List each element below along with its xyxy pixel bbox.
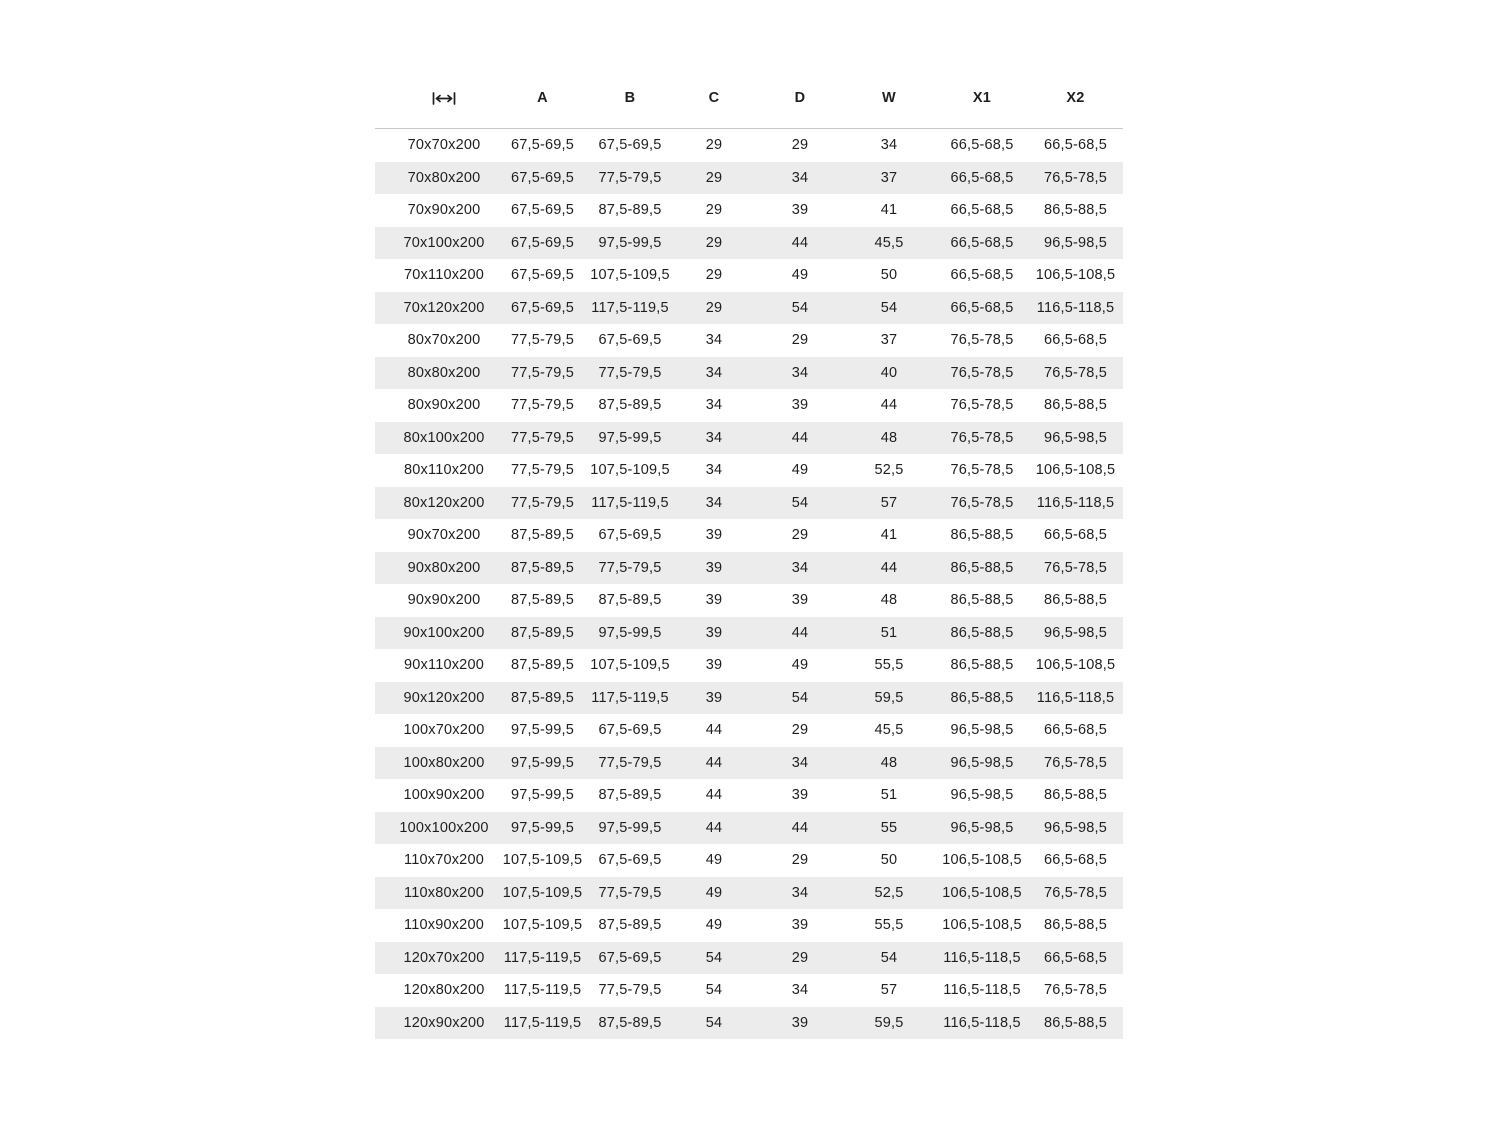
value-cell-x1: 66,5-68,5	[950, 169, 1014, 186]
value-cell-b: 97,5-99,5	[598, 234, 662, 251]
value-cell-c: 29	[705, 267, 723, 284]
size-cell: 90x70x200	[407, 527, 481, 544]
value-cell-b: 117,5-119,5	[591, 299, 669, 316]
value-cell-x2: 106,5-108,5	[1035, 267, 1116, 284]
table-row	[375, 844, 1123, 877]
value-cell-w: 51	[880, 624, 898, 641]
table-row	[375, 162, 1123, 195]
value-cell-a: 67,5-69,5	[510, 299, 575, 316]
column-header-d: D	[794, 90, 806, 106]
value-cell-w: 54	[880, 299, 898, 316]
value-cell-x2: 66,5-68,5	[1043, 332, 1108, 349]
value-cell-a: 97,5-99,5	[510, 787, 575, 804]
value-cell-a: 107,5-109,5	[502, 917, 583, 934]
value-cell-x1: 106,5-108,5	[942, 852, 1022, 869]
size-cell: 100x100x200	[399, 819, 489, 836]
value-cell-x2: 86,5-88,5	[1043, 592, 1108, 609]
value-cell-x2: 86,5-88,5	[1043, 917, 1108, 934]
value-cell-b: 117,5-119,5	[591, 689, 669, 706]
value-cell-d: 54	[791, 494, 809, 511]
value-cell-x2: 66,5-68,5	[1043, 949, 1108, 966]
value-cell-x1: 86,5-88,5	[950, 527, 1014, 544]
value-cell-c: 39	[705, 559, 723, 576]
value-cell-w: 52,5	[874, 884, 904, 901]
value-cell-c: 29	[705, 299, 723, 316]
value-cell-c: 29	[705, 169, 723, 186]
value-cell-a: 87,5-89,5	[510, 624, 575, 641]
size-cell: 90x90x200	[407, 592, 481, 609]
value-cell-a: 117,5-119,5	[503, 1014, 582, 1031]
value-cell-d: 39	[791, 592, 809, 609]
value-cell-w: 44	[880, 397, 898, 414]
value-cell-b: 97,5-99,5	[598, 624, 662, 641]
value-cell-a: 67,5-69,5	[510, 169, 575, 186]
value-cell-d: 54	[791, 689, 809, 706]
value-cell-d: 54	[791, 299, 809, 316]
value-cell-x1: 96,5-98,5	[950, 722, 1014, 739]
size-column-header	[375, 90, 495, 106]
dimensions-table	[375, 68, 1123, 1039]
size-cell: 90x110x200	[404, 657, 484, 674]
size-cell: 80x120x200	[403, 494, 485, 511]
value-cell-w: 45,5	[874, 234, 904, 251]
table-row	[375, 422, 1123, 455]
value-cell-b: 67,5-69,5	[598, 852, 662, 869]
table-row	[375, 812, 1123, 845]
value-cell-x2: 96,5-98,5	[1043, 429, 1108, 446]
value-cell-c: 49	[705, 917, 723, 934]
column-header-x2: X2	[1066, 90, 1085, 106]
value-cell-x1: 86,5-88,5	[950, 657, 1014, 674]
value-cell-a: 67,5-69,5	[510, 267, 575, 284]
value-cell-c: 34	[705, 494, 723, 511]
value-cell-a: 77,5-79,5	[510, 429, 575, 446]
value-cell-x2: 76,5-78,5	[1043, 754, 1108, 771]
value-cell-x2: 96,5-98,5	[1043, 819, 1108, 836]
size-cell: 120x80x200	[403, 982, 485, 999]
value-cell-c: 39	[705, 657, 723, 674]
value-cell-w: 51	[880, 787, 898, 804]
value-cell-x2: 76,5-78,5	[1043, 982, 1108, 999]
column-header-x1: X1	[972, 90, 992, 106]
size-cell: 70x120x200	[403, 299, 485, 316]
value-cell-w: 48	[880, 754, 898, 771]
value-cell-b: 107,5-109,5	[590, 657, 670, 674]
table-row	[375, 357, 1123, 390]
value-cell-a: 87,5-89,5	[510, 559, 575, 576]
table-row	[375, 194, 1123, 227]
value-cell-b: 67,5-69,5	[598, 137, 662, 154]
value-cell-d: 39	[791, 1014, 809, 1031]
size-cell: 90x80x200	[407, 559, 481, 576]
value-cell-b: 87,5-89,5	[598, 917, 662, 934]
value-cell-a: 77,5-79,5	[510, 364, 575, 381]
value-cell-b: 67,5-69,5	[598, 949, 662, 966]
value-cell-d: 34	[791, 169, 809, 186]
value-cell-x1: 116,5-118,5	[943, 982, 1021, 999]
value-cell-x1: 106,5-108,5	[942, 917, 1022, 934]
value-cell-x1: 76,5-78,5	[950, 397, 1014, 414]
value-cell-c: 44	[705, 722, 723, 739]
value-cell-c: 54	[705, 949, 723, 966]
value-cell-c: 29	[705, 234, 723, 251]
value-cell-b: 97,5-99,5	[598, 429, 662, 446]
value-cell-w: 50	[880, 852, 898, 869]
table-row	[375, 584, 1123, 617]
value-cell-b: 77,5-79,5	[598, 754, 662, 771]
value-cell-w: 41	[880, 527, 898, 544]
table-header-row	[375, 68, 1123, 128]
size-cell: 110x80x200	[404, 884, 484, 901]
value-cell-d: 29	[791, 722, 809, 739]
value-cell-x2: 66,5-68,5	[1043, 722, 1108, 739]
size-cell: 70x70x200	[407, 137, 481, 154]
value-cell-x1: 76,5-78,5	[950, 332, 1014, 349]
value-cell-x2: 116,5-118,5	[1036, 494, 1115, 511]
size-cell: 70x100x200	[403, 234, 485, 251]
table-row	[375, 942, 1123, 975]
value-cell-c: 54	[705, 982, 723, 999]
value-cell-x2: 66,5-68,5	[1043, 137, 1108, 154]
value-cell-d: 49	[791, 267, 809, 284]
value-cell-d: 34	[791, 884, 809, 901]
value-cell-c: 49	[705, 884, 723, 901]
value-cell-a: 97,5-99,5	[510, 819, 575, 836]
value-cell-b: 67,5-69,5	[598, 527, 662, 544]
value-cell-x2: 86,5-88,5	[1043, 202, 1108, 219]
value-cell-w: 55,5	[874, 917, 904, 934]
table-row	[375, 292, 1123, 325]
value-cell-b: 107,5-109,5	[590, 462, 670, 479]
size-cell: 70x90x200	[407, 202, 481, 219]
value-cell-x1: 66,5-68,5	[950, 137, 1014, 154]
size-cell: 80x90x200	[407, 397, 481, 414]
value-cell-a: 97,5-99,5	[510, 754, 575, 771]
size-cell: 70x80x200	[407, 169, 481, 186]
value-cell-c: 34	[705, 429, 723, 446]
value-cell-x2: 106,5-108,5	[1035, 462, 1116, 479]
value-cell-x2: 116,5-118,5	[1036, 689, 1115, 706]
column-header-a: A	[537, 90, 548, 106]
size-cell: 80x110x200	[404, 462, 484, 479]
value-cell-x1: 96,5-98,5	[950, 787, 1014, 804]
value-cell-b: 77,5-79,5	[598, 169, 662, 186]
value-cell-a: 87,5-89,5	[510, 527, 575, 544]
value-cell-d: 39	[791, 397, 809, 414]
value-cell-d: 29	[791, 852, 809, 869]
table-row	[375, 259, 1123, 292]
column-header-b: B	[624, 90, 636, 106]
value-cell-x1: 86,5-88,5	[950, 559, 1014, 576]
value-cell-a: 67,5-69,5	[510, 202, 575, 219]
value-cell-b: 77,5-79,5	[598, 982, 662, 999]
size-cell: 90x120x200	[403, 689, 485, 706]
value-cell-x1: 86,5-88,5	[950, 689, 1014, 706]
value-cell-d: 44	[791, 429, 809, 446]
value-cell-x2: 86,5-88,5	[1043, 1014, 1108, 1031]
value-cell-d: 49	[791, 462, 809, 479]
value-cell-b: 77,5-79,5	[598, 364, 662, 381]
size-cell: 120x90x200	[403, 1014, 485, 1031]
value-cell-w: 57	[880, 494, 898, 511]
size-cell: 80x80x200	[407, 364, 481, 381]
value-cell-x1: 76,5-78,5	[950, 429, 1014, 446]
value-cell-x1: 66,5-68,5	[950, 202, 1014, 219]
size-cell: 120x70x200	[403, 949, 485, 966]
value-cell-d: 29	[791, 137, 809, 154]
table-row	[375, 682, 1123, 715]
size-cell: 100x90x200	[403, 787, 485, 804]
value-cell-x1: 86,5-88,5	[950, 592, 1014, 609]
value-cell-x1: 76,5-78,5	[950, 462, 1014, 479]
value-cell-b: 107,5-109,5	[590, 267, 670, 284]
value-cell-c: 34	[705, 462, 723, 479]
value-cell-x1: 96,5-98,5	[950, 819, 1014, 836]
value-cell-d: 39	[791, 202, 809, 219]
value-cell-d: 39	[791, 787, 809, 804]
table-row	[375, 552, 1123, 585]
value-cell-a: 117,5-119,5	[503, 982, 582, 999]
value-cell-x1: 76,5-78,5	[950, 494, 1014, 511]
value-cell-a: 77,5-79,5	[510, 332, 575, 349]
value-cell-c: 39	[705, 592, 723, 609]
value-cell-b: 77,5-79,5	[598, 884, 662, 901]
value-cell-b: 87,5-89,5	[598, 1014, 662, 1031]
value-cell-x1: 66,5-68,5	[950, 267, 1014, 284]
value-cell-d: 29	[791, 949, 809, 966]
value-cell-w: 44	[880, 559, 898, 576]
size-cell: 110x90x200	[404, 917, 484, 934]
table-row	[375, 454, 1123, 487]
table-row	[375, 519, 1123, 552]
value-cell-d: 29	[791, 332, 809, 349]
value-cell-a: 97,5-99,5	[510, 722, 575, 739]
value-cell-w: 34	[880, 137, 898, 154]
value-cell-c: 39	[705, 689, 723, 706]
value-cell-a: 117,5-119,5	[503, 949, 582, 966]
value-cell-b: 97,5-99,5	[598, 819, 662, 836]
value-cell-x2: 66,5-68,5	[1043, 852, 1108, 869]
value-cell-c: 29	[705, 137, 723, 154]
table-row	[375, 1007, 1123, 1040]
value-cell-b: 87,5-89,5	[598, 202, 662, 219]
value-cell-b: 117,5-119,5	[591, 494, 669, 511]
value-cell-x2: 76,5-78,5	[1043, 559, 1108, 576]
table-row	[375, 909, 1123, 942]
value-cell-d: 44	[791, 819, 809, 836]
value-cell-w: 45,5	[874, 722, 904, 739]
value-cell-c: 44	[705, 819, 723, 836]
value-cell-x2: 96,5-98,5	[1043, 624, 1108, 641]
table-row	[375, 617, 1123, 650]
value-cell-d: 44	[791, 234, 809, 251]
value-cell-b: 87,5-89,5	[598, 397, 662, 414]
value-cell-d: 34	[791, 559, 809, 576]
value-cell-c: 34	[705, 397, 723, 414]
size-cell: 80x100x200	[403, 429, 485, 446]
value-cell-x2: 76,5-78,5	[1043, 884, 1108, 901]
value-cell-b: 77,5-79,5	[598, 559, 662, 576]
value-cell-b: 87,5-89,5	[598, 592, 662, 609]
value-cell-w: 41	[880, 202, 898, 219]
value-cell-c: 29	[705, 202, 723, 219]
value-cell-x2: 86,5-88,5	[1043, 397, 1108, 414]
table-row	[375, 714, 1123, 747]
value-cell-a: 87,5-89,5	[510, 689, 575, 706]
value-cell-w: 52,5	[874, 462, 904, 479]
value-cell-d: 34	[791, 754, 809, 771]
value-cell-d: 39	[791, 917, 809, 934]
table-row	[375, 227, 1123, 260]
value-cell-d: 34	[791, 364, 809, 381]
value-cell-a: 87,5-89,5	[510, 592, 575, 609]
table-row	[375, 779, 1123, 812]
width-dimension-arrow-icon	[432, 92, 456, 105]
value-cell-w: 55,5	[874, 657, 904, 674]
value-cell-d: 34	[791, 982, 809, 999]
value-cell-x1: 116,5-118,5	[943, 1014, 1021, 1031]
table-row	[375, 389, 1123, 422]
value-cell-b: 67,5-69,5	[598, 332, 662, 349]
value-cell-x1: 116,5-118,5	[943, 949, 1021, 966]
value-cell-w: 55	[880, 819, 898, 836]
value-cell-b: 87,5-89,5	[598, 787, 662, 804]
value-cell-a: 107,5-109,5	[502, 852, 583, 869]
value-cell-a: 107,5-109,5	[502, 884, 583, 901]
column-header-c: C	[708, 90, 720, 106]
value-cell-w: 57	[880, 982, 898, 999]
value-cell-c: 34	[705, 364, 723, 381]
value-cell-w: 48	[880, 429, 898, 446]
size-cell: 100x80x200	[403, 754, 485, 771]
table-row	[375, 747, 1123, 780]
value-cell-c: 44	[705, 754, 723, 771]
table-row	[375, 877, 1123, 910]
table-row	[375, 974, 1123, 1007]
size-cell: 110x70x200	[404, 852, 484, 869]
value-cell-x2: 76,5-78,5	[1043, 364, 1108, 381]
value-cell-a: 87,5-89,5	[510, 657, 575, 674]
value-cell-w: 37	[880, 332, 898, 349]
table-row	[375, 649, 1123, 682]
value-cell-c: 54	[705, 1014, 723, 1031]
value-cell-w: 37	[880, 169, 898, 186]
value-cell-w: 40	[880, 364, 898, 381]
value-cell-a: 67,5-69,5	[510, 137, 575, 154]
value-cell-a: 77,5-79,5	[510, 397, 575, 414]
value-cell-w: 50	[880, 267, 898, 284]
value-cell-x2: 106,5-108,5	[1035, 657, 1116, 674]
table-row	[375, 487, 1123, 520]
value-cell-x1: 66,5-68,5	[950, 299, 1014, 316]
size-cell: 90x100x200	[403, 624, 485, 641]
value-cell-x1: 96,5-98,5	[950, 754, 1014, 771]
value-cell-c: 44	[705, 787, 723, 804]
value-cell-w: 48	[880, 592, 898, 609]
value-cell-x2: 116,5-118,5	[1036, 299, 1115, 316]
value-cell-c: 49	[705, 852, 723, 869]
value-cell-x1: 66,5-68,5	[950, 234, 1014, 251]
value-cell-x2: 86,5-88,5	[1043, 787, 1108, 804]
value-cell-x2: 66,5-68,5	[1043, 527, 1108, 544]
value-cell-a: 77,5-79,5	[510, 494, 575, 511]
value-cell-c: 39	[705, 624, 723, 641]
value-cell-d: 29	[791, 527, 809, 544]
value-cell-d: 44	[791, 624, 809, 641]
value-cell-d: 49	[791, 657, 809, 674]
table-body	[375, 129, 1123, 1039]
size-cell: 100x70x200	[403, 722, 485, 739]
size-cell: 80x70x200	[407, 332, 481, 349]
value-cell-c: 34	[705, 332, 723, 349]
table-row	[375, 129, 1123, 162]
value-cell-w: 59,5	[874, 1014, 904, 1031]
table-row	[375, 324, 1123, 357]
value-cell-x2: 76,5-78,5	[1043, 169, 1108, 186]
value-cell-b: 67,5-69,5	[598, 722, 662, 739]
value-cell-a: 67,5-69,5	[510, 234, 575, 251]
value-cell-x1: 106,5-108,5	[942, 884, 1022, 901]
value-cell-w: 54	[880, 949, 898, 966]
size-cell: 70x110x200	[404, 267, 484, 284]
value-cell-c: 39	[705, 527, 723, 544]
value-cell-x1: 86,5-88,5	[950, 624, 1014, 641]
value-cell-x1: 76,5-78,5	[950, 364, 1014, 381]
value-cell-a: 77,5-79,5	[510, 462, 575, 479]
value-cell-x2: 96,5-98,5	[1043, 234, 1108, 251]
value-cell-w: 59,5	[874, 689, 904, 706]
column-header-w: W	[882, 90, 896, 106]
